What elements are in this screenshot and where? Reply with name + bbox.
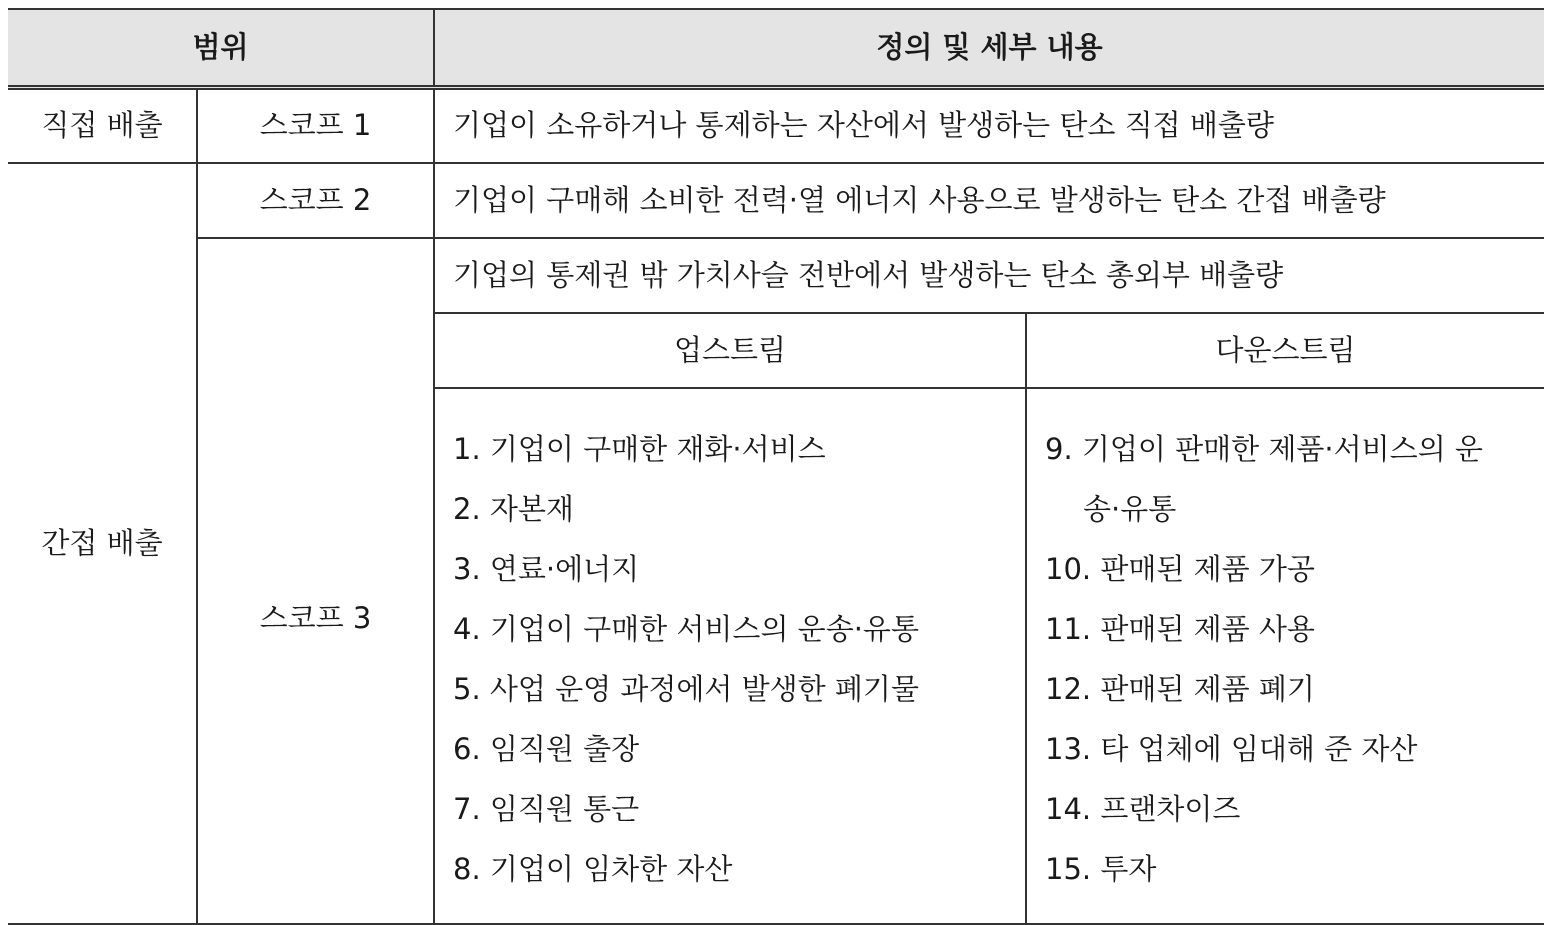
downstream-cell	[1026, 388, 1544, 924]
row-scope3-def	[8, 238, 1544, 313]
header-row	[8, 9, 1544, 88]
upstream-list	[453, 419, 1025, 899]
upstream-item: 8. 기업이 임차한 자산	[453, 851, 733, 886]
upstream-item: 2. 자본재	[453, 491, 574, 526]
downstream-item: 10. 판매된 제품 가공	[1045, 551, 1315, 586]
row-scope2	[8, 163, 1544, 238]
ghg-scope-table	[8, 8, 1544, 925]
downstream-item: 14. 프랜차이즈	[1045, 791, 1241, 826]
category-indirect: 간접 배출	[8, 163, 197, 924]
upstream-item: 3. 연료·에너지	[453, 551, 640, 586]
scope2-label: 스코프 2	[197, 163, 434, 238]
upstream-header: 업스트림	[434, 313, 1026, 388]
downstream-list	[1045, 419, 1544, 899]
downstream-item-continuation	[1045, 479, 1544, 539]
header-definition: 정의 및 세부 내용	[434, 9, 1544, 88]
upstream-item: 1. 기업이 구매한 재화·서비스	[453, 431, 826, 466]
downstream-item: 15. 투자	[1045, 851, 1157, 886]
downstream-item: 12. 판매된 제품 폐기	[1045, 671, 1315, 706]
downstream-item: 11. 판매된 제품 사용	[1045, 611, 1315, 646]
downstream-item: 9. 기업이 판매한 제품·서비스의 운	[1045, 431, 1483, 466]
scope3-label	[197, 238, 434, 924]
scope1-label: 스코프 1	[197, 88, 434, 163]
scope1-definition: 기업이 소유하거나 통제하는 자산에서 발생하는 탄소 직접 배출량	[434, 88, 1544, 163]
header-scope: 범위	[8, 9, 434, 88]
downstream-header: 다운스트림	[1026, 313, 1544, 388]
upstream-item: 4. 기업이 구매한 서비스의 운송·유통	[453, 611, 919, 646]
row-scope1	[8, 88, 1544, 163]
category-direct: 직접 배출	[8, 88, 197, 163]
downstream-item: 13. 타 업체에 임대해 준 자산	[1045, 731, 1418, 766]
upstream-item: 7. 임직원 통근	[453, 791, 640, 826]
upstream-item: 6. 임직원 출장	[453, 731, 640, 766]
scope2-definition: 기업이 구매해 소비한 전력·열 에너지 사용으로 발생하는 탄소 간접 배출량	[434, 163, 1544, 238]
upstream-cell	[434, 388, 1026, 924]
scope3-definition: 기업의 통제권 밖 가치사슬 전반에서 발생하는 탄소 총외부 배출량	[434, 238, 1544, 313]
upstream-item: 5. 사업 운영 과정에서 발생한 폐기물	[453, 671, 919, 706]
downstream-item-continuation-text: 송·유통	[1083, 491, 1177, 526]
scope3-label-text: 스코프 3	[259, 601, 372, 635]
